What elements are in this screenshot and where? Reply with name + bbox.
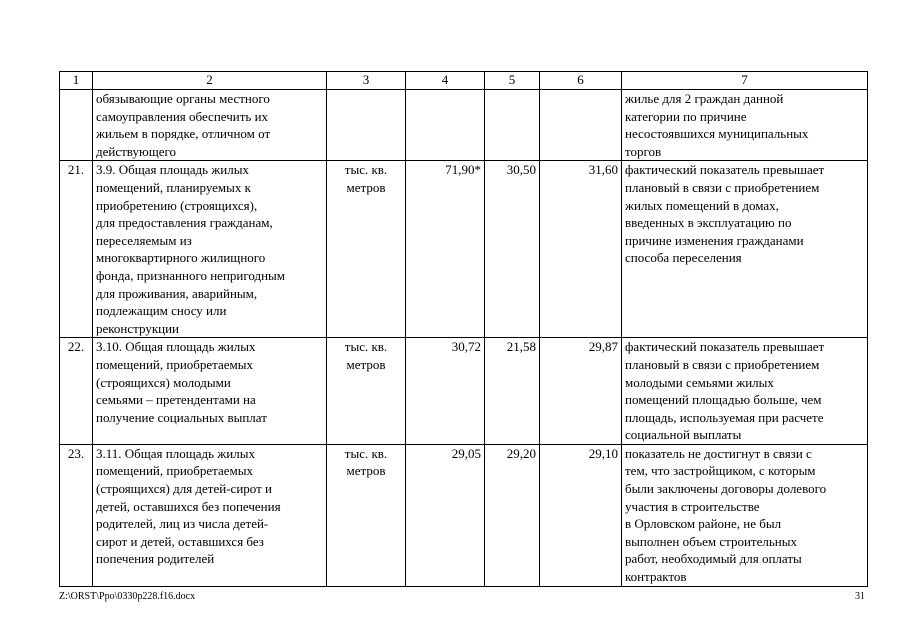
- value-cell-col5: 29,20: [485, 444, 540, 586]
- unit-cell: [327, 444, 406, 586]
- note-text-line: фактический показатель превышает: [625, 162, 825, 178]
- indicator-text-line: помещений, планируемых к: [96, 179, 251, 195]
- note-cell: [622, 161, 868, 338]
- row-number-cell: 23.: [60, 444, 93, 586]
- report-table: [59, 71, 868, 587]
- unit-text-line: тыс. кв.: [344, 445, 388, 461]
- value-cell-col6: 31,60: [540, 161, 622, 338]
- value-cell-col6: [540, 90, 622, 161]
- value-cell-col4: [406, 90, 485, 161]
- note-cell: [622, 338, 868, 445]
- value-cell-col6: 29,10: [540, 444, 622, 586]
- note-text-line: площадь, используемая при расчете: [625, 409, 824, 425]
- column-header: 7: [622, 72, 868, 90]
- indicator-text-line: сирот и детей, оставшихся без: [96, 533, 264, 549]
- indicator-text-line: самоуправления обеспечить их: [96, 108, 269, 124]
- note-text-line: категории по причине: [625, 108, 747, 124]
- indicator-text-line: для проживания, аварийным,: [96, 285, 258, 301]
- indicator-text-line: получение социальных выплат: [96, 409, 267, 425]
- table-row: [60, 161, 868, 338]
- note-text-line: были заключены договоры долевого: [625, 481, 827, 497]
- note-text-line: работ, необходимый для оплаты: [625, 551, 802, 567]
- indicator-text-line: помещений, приобретаемых: [96, 356, 253, 372]
- indicator-text-line: обязывающие органы местного: [96, 91, 270, 106]
- value-cell-col5: [485, 90, 540, 161]
- note-text-line: введенных в эксплуатацию по: [625, 215, 792, 231]
- column-header: 2: [93, 72, 327, 90]
- unit-cell: [327, 161, 406, 338]
- indicator-text-line: многоквартирного жилищного: [96, 250, 266, 266]
- column-header: 4: [406, 72, 485, 90]
- indicator-cell: [93, 161, 327, 338]
- value-cell-col5: 21,58: [485, 338, 540, 445]
- note-text-line: торгов: [625, 143, 662, 159]
- note-text-line: молодыми семьями жилых: [625, 374, 774, 390]
- unit-cell: [327, 338, 406, 445]
- column-header: 6: [540, 72, 622, 90]
- unit-text-line: метров: [346, 463, 386, 479]
- indicator-cell: [93, 444, 327, 586]
- indicator-text-line: приобретению (строящихся),: [96, 197, 258, 213]
- note-text-line: плановый в связи с приобретением: [625, 179, 820, 195]
- header-row: [60, 72, 868, 90]
- note-text-line: фактический показатель превышает: [625, 339, 825, 355]
- note-text-line: помещений площадью больше, чем: [625, 392, 822, 408]
- unit-text-line: тыс. кв.: [344, 339, 388, 355]
- indicator-cell: [93, 90, 327, 161]
- note-text-line: контрактов: [625, 569, 687, 585]
- note-text-line: способа переселения: [625, 250, 742, 266]
- note-text-line: участия в строительстве: [625, 498, 760, 514]
- footer-file-path: Z:\ORST\Ppo\0330p228.f16.docx: [59, 591, 196, 602]
- column-header: 5: [485, 72, 540, 90]
- note-text-line: несостоявшихся муниципальных: [625, 126, 809, 142]
- table-row: [60, 444, 868, 586]
- note-cell: [622, 444, 868, 586]
- note-cell: [622, 90, 868, 161]
- note-text-line: плановый в связи с приобретением: [625, 356, 820, 372]
- indicator-text-line: детей, оставшихся без попечения: [96, 498, 281, 514]
- note-text-line: выполнен объем строительных: [625, 533, 797, 549]
- value-cell-col6: 29,87: [540, 338, 622, 445]
- indicator-text-line: семьями – претендентами на: [96, 392, 256, 408]
- indicator-text-line: (строящихся) для детей-сирот и: [96, 481, 272, 497]
- note-text-line: тем, что застройщиком, с которым: [625, 463, 816, 479]
- indicator-text-line: жильем в порядке, отличном от: [96, 126, 271, 142]
- table-row: [60, 90, 868, 161]
- value-cell-col4: 30,72: [406, 338, 485, 445]
- indicator-text-line: 3.9. Общая площадь жилых: [96, 162, 249, 178]
- indicator-text-line: переселяемым из: [96, 232, 192, 248]
- indicator-text-line: фонда, признанного непригодным: [96, 267, 286, 283]
- column-header: 3: [327, 72, 406, 90]
- unit-text-line: метров: [346, 356, 386, 372]
- note-text-line: жилых помещений в домах,: [625, 197, 779, 213]
- note-text-line: жилье для 2 граждан данной: [625, 91, 784, 106]
- indicator-text-line: 3.11. Общая площадь жилых: [96, 445, 255, 461]
- indicator-text-line: (строящихся) молодыми: [96, 374, 231, 390]
- indicator-cell: [93, 338, 327, 445]
- indicator-text-line: попечения родителей: [96, 551, 215, 567]
- row-number-cell: 21.: [60, 161, 93, 338]
- note-text-line: социальной выплаты: [625, 427, 742, 443]
- unit-cell: [327, 90, 406, 161]
- indicator-text-line: для предоставления гражданам,: [96, 215, 273, 231]
- indicator-text-line: действующего: [96, 143, 176, 159]
- row-number-cell: [60, 90, 93, 161]
- note-text-line: причине изменения гражданами: [625, 232, 804, 248]
- footer-page-number: 31: [855, 591, 865, 602]
- row-number-cell: 22.: [60, 338, 93, 445]
- unit-text-line: тыс. кв.: [344, 162, 388, 178]
- note-text-line: показатель не достигнут в связи с: [625, 445, 812, 461]
- table-row: [60, 338, 868, 445]
- value-cell-col4: 71,90*: [406, 161, 485, 338]
- note-text-line: в Орловском районе, не был: [625, 516, 782, 532]
- indicator-text-line: подлежащим сносу или: [96, 303, 227, 319]
- unit-text-line: метров: [346, 179, 386, 195]
- indicator-text-line: 3.10. Общая площадь жилых: [96, 339, 256, 355]
- indicator-text-line: реконструкции: [96, 320, 180, 336]
- column-header: 1: [60, 72, 93, 90]
- indicator-text-line: помещений, приобретаемых: [96, 463, 253, 479]
- value-cell-col5: 30,50: [485, 161, 540, 338]
- indicator-text-line: родителей, лиц из числа детей-: [96, 516, 269, 532]
- value-cell-col4: 29,05: [406, 444, 485, 586]
